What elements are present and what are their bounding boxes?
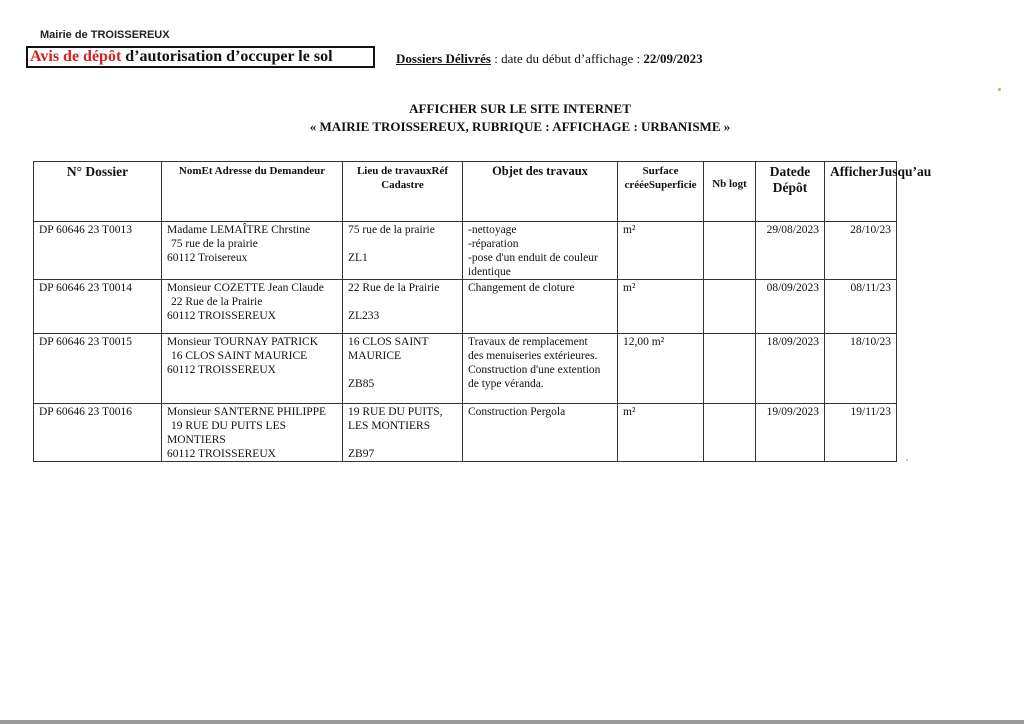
affichage-date: 22/09/2023 bbox=[643, 51, 703, 66]
table-row bbox=[34, 222, 897, 280]
cell-surface: m² bbox=[618, 222, 704, 280]
cell-nb-logt bbox=[704, 334, 756, 404]
avis-title-rest: d’autorisation d’occuper le sol bbox=[121, 48, 333, 65]
cell-nb-logt bbox=[704, 222, 756, 280]
header-nb-logt: Nb logt bbox=[704, 162, 756, 222]
header-dossier: N° Dossier bbox=[34, 162, 162, 222]
cell-afficher: 08/11/23 bbox=[825, 280, 897, 334]
table-header-row bbox=[34, 162, 897, 222]
cell-date-depot: 18/09/2023 bbox=[756, 334, 825, 404]
cell-afficher: 28/10/23 bbox=[825, 222, 897, 280]
cell-nom: Monsieur COZETTE Jean Claude 22 Rue de la Prairie 60112 TROISSEREUX bbox=[162, 280, 343, 334]
cell-surface: m² bbox=[618, 404, 704, 462]
table-row bbox=[34, 334, 897, 404]
cell-surface: 12,00 m² bbox=[618, 334, 704, 404]
cell-objet: Changement de cloture bbox=[463, 280, 618, 334]
cell-lieu: 22 Rue de la Prairie ZL233 bbox=[343, 280, 463, 334]
cell-dossier: DP 60646 23 T0016 bbox=[34, 404, 162, 462]
site-title-line2: « MAIRIE TROISSEREUX, RUBRIQUE : AFFICHAGE : URBANISME » bbox=[309, 119, 731, 134]
cell-afficher: 19/11/23 bbox=[825, 404, 897, 462]
cell-dossier: DP 60646 23 T0013 bbox=[34, 222, 162, 280]
site-title-line1: AFFICHER SUR LE SITE INTERNET bbox=[409, 101, 631, 116]
scan-speck bbox=[998, 88, 1001, 91]
cell-date-depot: 08/09/2023 bbox=[756, 280, 825, 334]
mairie-name: Mairie de TROISSEREUX bbox=[40, 29, 170, 41]
header-objet: Objet des travaux bbox=[463, 162, 618, 222]
cell-lieu: 75 rue de la prairie ZL1 bbox=[343, 222, 463, 280]
dossiers-table bbox=[33, 161, 932, 462]
dossiers-label: Dossiers Délivrés bbox=[396, 51, 491, 66]
scan-speck bbox=[906, 459, 908, 461]
cell-objet: Travaux de remplacement des menuiseries extérieures. Construction d'une extention de type véranda. bbox=[463, 334, 618, 404]
cell-nom: Monsieur SANTERNE PHILIPPE 19 RUE DU PUITS LES MONTIERS 60112 TROISSEREUX bbox=[162, 404, 343, 462]
dossiers-text: : date du début d’affichage : bbox=[490, 51, 644, 66]
cell-surface: m² bbox=[618, 280, 704, 334]
header-date-depot: Datede Dépôt bbox=[756, 162, 825, 222]
cell-objet: -nettoyage -réparation -pose d'un enduit de couleur identique bbox=[463, 222, 618, 280]
cell-date-depot: 29/08/2023 bbox=[756, 222, 825, 280]
cell-nb-logt bbox=[704, 404, 756, 462]
cell-dossier: DP 60646 23 T0015 bbox=[34, 334, 162, 404]
cell-lieu: 19 RUE DU PUITS, LES MONTIERS ZB97 bbox=[343, 404, 463, 462]
avis-title-box bbox=[26, 46, 375, 68]
cell-dossier: DP 60646 23 T0014 bbox=[34, 280, 162, 334]
header-lieu: Lieu de travauxRéf Cadastre bbox=[343, 162, 463, 222]
cell-nom: Madame LEMAÎTRE Chrstine 75 rue de la prairie 60112 Troisereux bbox=[162, 222, 343, 280]
dossiers-delivres-line bbox=[396, 51, 703, 67]
cell-afficher: 18/10/23 bbox=[825, 334, 897, 404]
cell-date-depot: 19/09/2023 bbox=[756, 404, 825, 462]
cell-objet: Construction Pergola bbox=[463, 404, 618, 462]
table-row bbox=[34, 280, 897, 334]
header-surface: Surface crééeSuperficie bbox=[618, 162, 704, 222]
cell-nb-logt bbox=[704, 280, 756, 334]
cell-nom: Monsieur TOURNAY PATRICK 16 CLOS SAINT MAURICE 60112 TROISSEREUX bbox=[162, 334, 343, 404]
table-row bbox=[34, 404, 897, 462]
avis-title-red: Avis de dépôt bbox=[30, 48, 122, 65]
cell-lieu: 16 CLOS SAINT MAURICE ZB85 bbox=[343, 334, 463, 404]
header-afficher: AfficherJusqu’au bbox=[825, 162, 897, 222]
header-nom: NomEt Adresse du Demandeur bbox=[162, 162, 343, 222]
scan-bottom-edge bbox=[0, 720, 1024, 724]
